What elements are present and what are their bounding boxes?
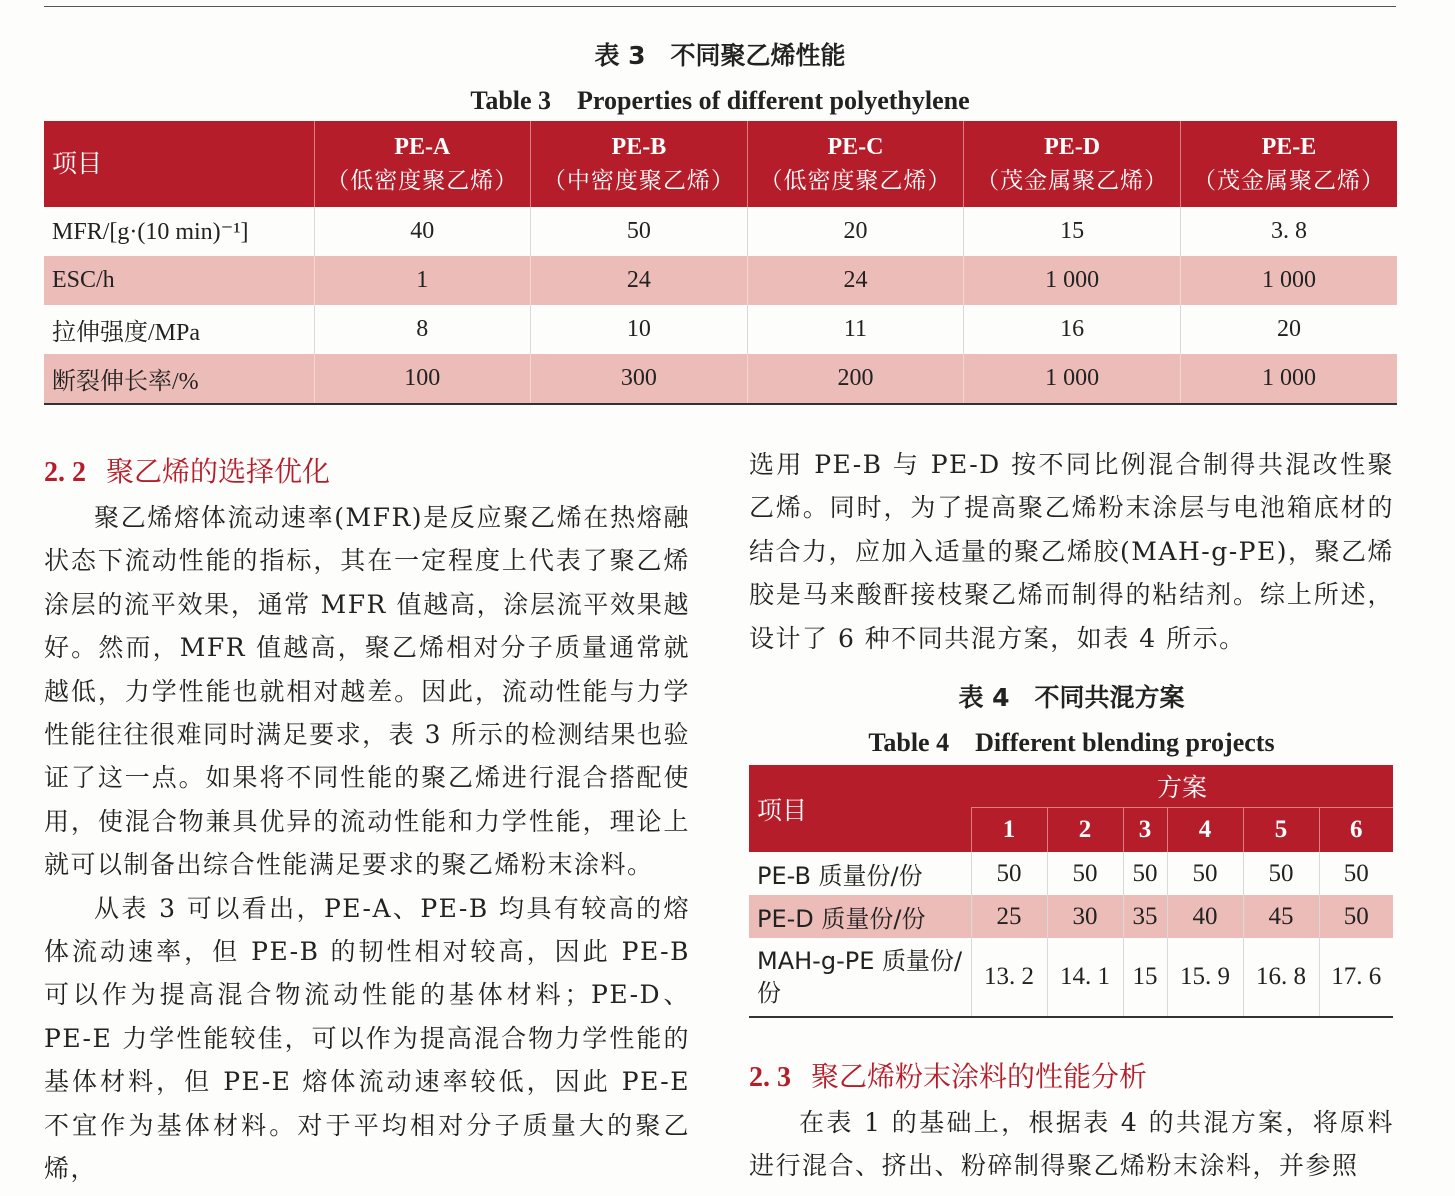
table4-col-header: 4 <box>1167 808 1243 853</box>
table3-header-row <box>44 121 1397 207</box>
row-label: MFR/[g·(10 min)⁻¹] <box>52 219 249 245</box>
table-cell: 1 000 <box>964 354 1181 404</box>
table4-col-header: 1 <box>971 808 1047 853</box>
table-cell: 8 <box>314 305 531 354</box>
table3-col-sub: （低密度聚乙烯） <box>326 168 519 194</box>
paragraph: 选用 PE-B 与 PE-D 按不同比例混合制得共混改性聚乙烯。同时，为了提高聚乙烯粉末涂层与电池箱底材的结合力，应加入适量的聚乙烯胶(MAH-g-PE)，聚乙烯胶是马来酸酐接枝聚乙烯而制得的粘结剂。综上所述，设计了 6 种不同共混方案，如表 4 所示。 <box>749 450 1394 653</box>
table3-header-label: 项目 <box>44 121 314 207</box>
table-row <box>44 305 1397 354</box>
table3-col-header <box>964 121 1181 207</box>
table3-col-sub: （茂金属聚乙烯） <box>1192 168 1385 194</box>
table-cell: 20 <box>747 207 964 256</box>
table-cell: 1 <box>314 256 531 305</box>
table4-col-header: 2 <box>1047 808 1123 853</box>
table4-col-header: 3 <box>1123 808 1167 853</box>
table-cell: 50 <box>1319 852 1393 895</box>
table-cell: 15 <box>1123 938 1167 1017</box>
table3-col-name: PE-B <box>611 134 667 160</box>
table4-caption-en: Table 4 Different blending projects <box>868 728 1275 757</box>
section-title: 聚乙烯粉末涂料的性能分析 <box>811 1060 1148 1093</box>
table-cell: 50 <box>1319 895 1393 938</box>
table-row <box>749 895 1393 938</box>
table-cell: 50 <box>1123 852 1167 895</box>
section-number: 2. 3 <box>749 1062 791 1093</box>
section-title: 聚乙烯的选择优化 <box>106 455 331 488</box>
table3-col-sub: （中密度聚乙烯） <box>542 168 735 194</box>
table-cell: 300 <box>531 354 748 404</box>
table-cell: 40 <box>314 207 531 256</box>
table-cell: 50 <box>1243 852 1319 895</box>
table-cell: 15. 9 <box>1167 938 1243 1017</box>
table-row <box>749 938 1393 1017</box>
table-cell: 13. 2 <box>971 938 1047 1017</box>
row-label: 断裂伸长率/% <box>44 354 314 404</box>
paragraph: 聚乙烯熔体流动速率(MFR)是反应聚乙烯在热熔融状态下流动性能的指标，其在一定程度上代表了聚乙烯涂层的流平效果，通常 MFR 值越高，涂层流平效果越好。然而，MFR 值越高，聚乙烯相对分子质量通常就越低，力学性能也就相对越差。因此，流动性能与力学性能往往很难同时满足要求，表 3 所示的检测结果也验证了这一点。如果将不同性能的聚乙烯进行混合搭配使用，使混合物兼具优异的流动性能和力学性能，理论上就可以制备出综合性能满足要求的聚乙烯粉末涂料。 <box>44 503 690 880</box>
table-cell: 50 <box>531 207 748 256</box>
table-row <box>44 207 1397 256</box>
table-cell: 15 <box>964 207 1181 256</box>
row-label: 拉伸强度/MPa <box>52 320 201 346</box>
table-cell: 1 000 <box>1180 354 1397 404</box>
table4-header-row <box>749 765 1393 808</box>
table-row <box>749 852 1393 895</box>
table3-col-name: PE-E <box>1261 134 1317 160</box>
table-cell: 25 <box>971 895 1047 938</box>
table3-caption-en: Table 3 Properties of different polyethylene <box>470 86 970 115</box>
table-cell: 1 000 <box>1180 256 1397 305</box>
table3-col-sub: （低密度聚乙烯） <box>759 168 952 194</box>
table3-col-header <box>531 121 748 207</box>
table4-col-header: 5 <box>1243 808 1319 853</box>
table-row <box>44 256 1397 305</box>
table3-col-header <box>1180 121 1397 207</box>
table-row <box>44 354 1397 404</box>
table3-caption-cn: 表 3 不同聚乙烯性能 <box>594 41 846 70</box>
table-cell: 10 <box>531 305 748 354</box>
row-label: MAH-g-PE 质量份/份 <box>749 938 971 1017</box>
table-cell: 11 <box>747 305 964 354</box>
table-cell: 50 <box>1167 852 1243 895</box>
right-column-text <box>749 443 1394 660</box>
section-heading-2-2 <box>44 450 330 490</box>
row-label: PE-D 质量份/份 <box>749 895 971 938</box>
table3 <box>44 121 1397 405</box>
table4-header-label: 项目 <box>749 765 971 852</box>
table3-col-header <box>747 121 964 207</box>
paragraph: 在表 1 的基础上，根据表 4 的共混方案，将原料进行混合、挤出、粉碎制得聚乙烯粉末涂料，并参照 <box>749 1108 1394 1181</box>
table3-col-name: PE-D <box>1044 134 1101 160</box>
table-cell: 35 <box>1123 895 1167 938</box>
table4 <box>749 765 1393 1018</box>
table4-group-header: 方案 <box>971 765 1393 808</box>
table-cell: 200 <box>747 354 964 404</box>
table-cell: 14. 1 <box>1047 938 1123 1017</box>
table-cell: 100 <box>314 354 531 404</box>
table-cell: 40 <box>1167 895 1243 938</box>
table-cell: 24 <box>531 256 748 305</box>
table-cell: 24 <box>747 256 964 305</box>
table3-col-header <box>314 121 531 207</box>
section-heading-2-3 <box>749 1055 1147 1095</box>
table-cell: 16 <box>964 305 1181 354</box>
table3-col-name: PE-C <box>827 134 884 160</box>
paragraph: 从表 3 可以看出，PE-A、PE-B 均具有较高的熔体流动速率，但 PE-B 的韧性相对较高，因此 PE-B 可以作为提高混合物流动性能的基体材料；PE-D、PE-E 力学性能较佳，可以作为提高混合物力学性能的基体材料，但 PE-E 熔体流动速率较低，因此 PE-E 不宜作为基体材料。对于平均相对分子质量大的聚乙烯， <box>44 893 690 1184</box>
row-label: ESC/h <box>44 256 314 305</box>
section-number: 2. 2 <box>44 457 86 488</box>
table3-col-name: PE-A <box>394 134 451 160</box>
top-rule <box>44 6 1396 7</box>
right-column-text-2 <box>749 1101 1394 1188</box>
table-cell: 1 000 <box>964 256 1181 305</box>
table-cell: 3. 8 <box>1180 207 1397 256</box>
table-cell: 16. 8 <box>1243 938 1319 1017</box>
table-cell: 50 <box>1047 852 1123 895</box>
row-label: PE-B 质量份/份 <box>757 862 923 890</box>
table-cell: 20 <box>1180 305 1397 354</box>
table3-col-sub: （茂金属聚乙烯） <box>976 168 1169 194</box>
table4-caption-cn: 表 4 不同共混方案 <box>958 683 1185 712</box>
table-cell: 17. 6 <box>1319 938 1393 1017</box>
table-cell: 30 <box>1047 895 1123 938</box>
table-cell: 50 <box>971 852 1047 895</box>
table4-col-header: 6 <box>1319 808 1393 853</box>
table-cell: 45 <box>1243 895 1319 938</box>
left-column-text <box>44 496 690 1191</box>
